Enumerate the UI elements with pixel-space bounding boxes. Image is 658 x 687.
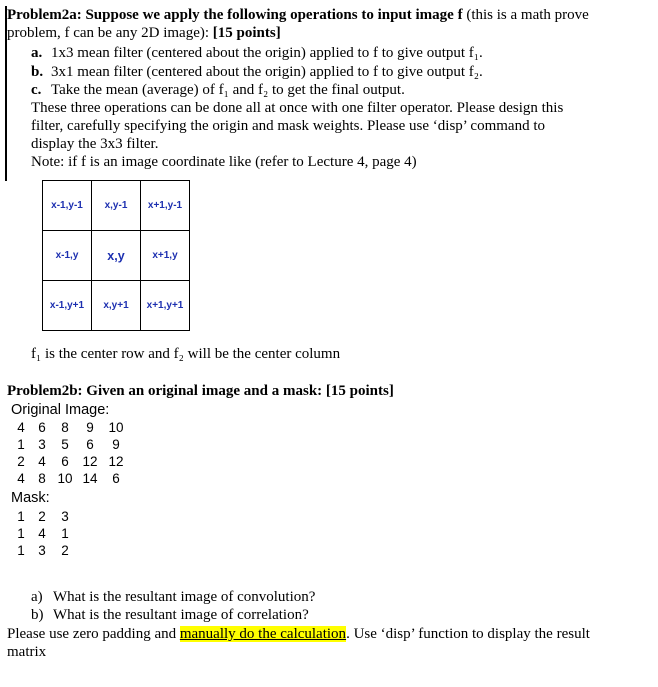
matrix-cell: 5 (61, 437, 69, 452)
problem2a-para-line: These three operations can be done all at once with one filter operator. Please design this (31, 100, 564, 116)
mask-cell: 2 (38, 509, 46, 524)
item-label: b. (31, 64, 44, 80)
matrix-cell: 8 (61, 420, 69, 435)
mask-cell: 3 (38, 543, 46, 558)
problem2a-footnote: f₁ is the center row and f₂ will be the center column (31, 346, 341, 362)
closing-pre: Please use zero padding and (7, 626, 177, 642)
matrix-cell: 6 (86, 437, 94, 452)
problem2a-title-rest: (this is a math prove (466, 7, 589, 23)
grid-cell: x,y+1 (92, 281, 141, 331)
item-label: c. (31, 82, 42, 98)
original-image-label: Original Image: (11, 402, 110, 418)
grid-cell: x+1,y+1 (141, 281, 190, 331)
problem2a-para-line: filter, carefully specifying the origin and mask weights. Please use ‘disp’ command to (31, 118, 545, 134)
closing-instruction (7, 625, 590, 643)
question-label: b) (31, 607, 44, 623)
item-text: 1x3 mean filter (centered about the origin) applied to f to give output f₁. (51, 45, 483, 61)
question-text: What is the resultant image of convolution? (53, 589, 316, 605)
matrix-cell: 12 (82, 454, 98, 469)
problem2a-title: Problem2a: Suppose we apply the following operations to input image f (7, 7, 463, 23)
grid-cell-center: x,y (92, 231, 141, 281)
coordinate-grid (42, 180, 190, 331)
question-text: What is the resultant image of correlation? (53, 607, 309, 623)
mask-cell: 1 (17, 526, 25, 541)
problem2b-title: Problem2b: Given an original image and a mask: (7, 383, 323, 399)
problem2a-line2-text: problem, f can be any 2D image): (7, 25, 210, 41)
closing-highlight: manually do the calculation (179, 626, 347, 642)
mask-matrix (11, 509, 77, 560)
closing-line2: matrix (7, 644, 47, 660)
mask-cell: 1 (17, 543, 25, 558)
grid-cell: x-1,y+1 (43, 281, 92, 331)
question-a (31, 588, 315, 606)
question-label: a) (31, 589, 43, 605)
mask-cell: 1 (17, 509, 25, 524)
matrix-cell: 10 (108, 420, 124, 435)
mask-cell: 1 (61, 526, 69, 541)
matrix-cell: 9 (86, 420, 94, 435)
problem2a-item-a (31, 44, 483, 62)
problem2a-item-c (31, 81, 405, 99)
matrix-cell: 6 (61, 454, 69, 469)
matrix-cell: 3 (38, 437, 46, 452)
grid-cell: x+1,y-1 (141, 181, 190, 231)
problem2a-note: Note: if f is an image coordinate like (refer to Lecture 4, page 4) (31, 154, 417, 170)
matrix-cell: 6 (112, 471, 120, 486)
grid-cell: x+1,y (141, 231, 190, 281)
problem2a-heading (7, 6, 589, 24)
problem2b-points: [15 points] (325, 383, 394, 399)
mask-cell: 4 (38, 526, 46, 541)
matrix-cell: 4 (17, 471, 25, 486)
problem2a-item-b (31, 63, 483, 81)
matrix-cell: 12 (108, 454, 124, 469)
original-image-matrix (11, 420, 129, 488)
grid-cell: x,y-1 (92, 181, 141, 231)
mask-cell: 3 (61, 509, 69, 524)
matrix-cell: 1 (17, 437, 25, 452)
matrix-cell: 4 (17, 420, 25, 435)
grid-cell: x-1,y (43, 231, 92, 281)
closing-post: . Use ‘disp’ function to display the result (346, 626, 590, 642)
matrix-cell: 8 (38, 471, 46, 486)
problem2a-para-line: display the 3x3 filter. (31, 136, 159, 152)
mask-cell: 2 (61, 543, 69, 558)
question-b (31, 606, 309, 624)
item-text: 3x1 mean filter (centered about the origin) applied to f to give output f₂. (51, 64, 483, 80)
matrix-cell: 14 (82, 471, 98, 486)
matrix-cell: 6 (38, 420, 46, 435)
problem2a-points: [15 points] (212, 25, 281, 41)
matrix-cell: 9 (112, 437, 120, 452)
problem2a-line2 (7, 24, 281, 42)
matrix-cell: 2 (17, 454, 25, 469)
grid-cell: x-1,y-1 (43, 181, 92, 231)
problem2b-heading (7, 382, 394, 400)
item-label: a. (31, 45, 43, 61)
item-text: Take the mean (average) of f₁ and f₂ to get the final output. (51, 82, 405, 98)
matrix-cell: 4 (38, 454, 46, 469)
mask-label: Mask: (11, 490, 50, 506)
matrix-cell: 10 (57, 471, 73, 486)
